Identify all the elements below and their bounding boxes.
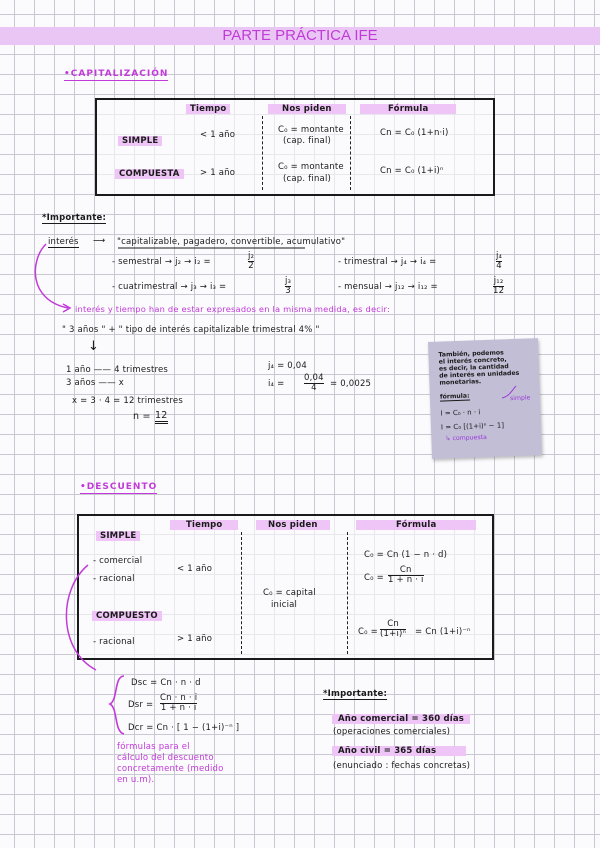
sticky-text: También, podemos: [438, 349, 504, 359]
sticky-text: de interés en unidades: [439, 369, 520, 380]
fraction: $\frac{\text{j₁₂}}{12}$: [493, 276, 505, 296]
down-arrow-icon: ↓: [88, 339, 100, 354]
formula-dsr-label: Dsr =: [128, 700, 154, 710]
cell-formula: Cn = C₀ (1+i)ⁿ: [380, 166, 444, 176]
header-tiempo: Tiempo: [186, 104, 230, 114]
line-1-anio: 1 año —— 4 trimestres: [66, 365, 169, 375]
fraction: $\frac{Cn}{\text{(1+i)ⁿ}}$: [380, 619, 407, 639]
caption-line: cálculo del descuento: [117, 753, 214, 763]
sticky-formula: I = C₀ [(1+i)ⁿ − 1]: [440, 421, 505, 432]
formula-dsc: Dsc = Cn · n · d: [131, 678, 201, 688]
sticky-text: el interés concreto,: [438, 356, 507, 366]
j4-line: j₄ = 0,04: [268, 361, 308, 371]
anio-comercial: Año comercial = 360 días: [332, 714, 470, 724]
sticky-formula: I = C₀ · n · i: [440, 408, 481, 418]
header-nos-piden: Nos piden: [268, 104, 346, 114]
fraction: $\frac{\text{j₄}}{4}$: [496, 251, 503, 271]
cell-tiempo: > 1 año: [200, 168, 236, 178]
i4-result: = 0,0025: [330, 379, 372, 389]
trimestral-line: - trimestral → j₄ → i₄ =: [338, 257, 437, 267]
mensual-line: - mensual → j₁₂ → i₁₂ =: [338, 282, 438, 292]
interes-label: interés: [48, 237, 79, 247]
anio-civil-note: (enunciado : fechas concretas): [333, 761, 471, 771]
brace-icon: [110, 676, 124, 734]
fraction: $\frac{0,04}{4}$: [304, 373, 324, 393]
row-label-compuesto: COMPUESTO: [92, 611, 162, 621]
row-label-compuesta: COMPUESTA: [115, 169, 184, 179]
cuatrimestral-line: - cuatrimestral → j₃ → i₃ =: [112, 282, 227, 292]
cell-piden-note: (cap. final): [283, 136, 332, 146]
caption-line: fórmulas para el: [117, 742, 190, 752]
cell-piden: C₀ = montante: [278, 125, 344, 135]
row-racional-compuesto: - racional: [93, 637, 135, 647]
fraction: $\frac{Cn \cdot n \cdot i}{1 + n \cdot i}$: [160, 693, 198, 713]
importante-heading-2: *Importante:: [323, 689, 388, 699]
section-descuento: •DESCUENTO: [80, 482, 158, 492]
cell-tiempo: < 1 año: [177, 564, 213, 574]
formula-racional-label: C₀ =: [364, 573, 384, 583]
formula-compuesto-label: C₀ =: [358, 627, 378, 637]
n-label: n =: [133, 411, 151, 422]
cell-piden: C₀ = montante: [278, 162, 344, 172]
line-3-anios: 3 años —— x: [66, 378, 124, 388]
header-nos-piden: Nos piden: [256, 520, 330, 530]
n-value: 12: [155, 410, 168, 424]
example-text: " 3 años " + " tipo de interés capitalizable trimestral 4% ": [62, 325, 320, 335]
cell-formula: Cn = C₀ (1+n·i): [380, 128, 449, 138]
fraction: $\frac{\text{j₂}}{2}$: [248, 251, 255, 271]
sticky-arrow: [502, 386, 516, 398]
row-comercial: - comercial: [93, 556, 143, 566]
row-racional: - racional: [93, 574, 135, 584]
caption-line: concretamente (medido: [117, 764, 224, 774]
sticky-text: es decir, la cantidad: [438, 363, 509, 373]
formula-comercial: C₀ = Cn (1 − n · d): [364, 550, 448, 560]
interes-text: "capitalizable, pagadero, convertible, acumulativo": [117, 237, 346, 247]
header-tiempo: Tiempo: [170, 520, 238, 530]
pink-arc: [66, 565, 96, 670]
row-label-simple: SIMPLE: [96, 531, 140, 541]
formula-compuesto-right: = Cn (1+i)⁻ⁿ: [415, 627, 471, 637]
formula-dcr: Dcr = Cn · [ 1 − (1+i)⁻ⁿ ]: [128, 723, 240, 733]
cell-tiempo: < 1 año: [200, 130, 236, 140]
i4-label: i₄ =: [268, 379, 285, 389]
semestral-line: - semestral → j₂ → i₂ =: [112, 257, 211, 267]
pink-arrow-curve: [35, 244, 68, 308]
row-label-simple: SIMPLE: [118, 136, 162, 146]
cell-piden-note: (cap. final): [283, 174, 332, 184]
fraction: $\frac{\text{j₃}}{3}$: [285, 276, 292, 296]
cell-tiempo: > 1 año: [177, 634, 213, 644]
cell-piden-note: inicial: [271, 600, 298, 610]
caption-line: en u.m).: [117, 775, 155, 785]
note-text: interés y tiempo han de estar expresados en la misma medida, es decir:: [75, 304, 391, 314]
line-x-calc: x = 3 · 4 = 12 trimestres: [72, 396, 183, 406]
sticky-text: monetarias.: [439, 378, 482, 387]
sticky-tag-simple: simple: [509, 394, 531, 403]
sticky-formula-label: fórmula:: [439, 392, 470, 401]
page-title: PARTE PRÁCTICA IFE: [222, 27, 378, 44]
cell-piden: C₀ = capital: [263, 588, 316, 598]
header-formula: Fórmula: [360, 104, 456, 114]
fraction: $\frac{Cn}{1 + n \cdot i}$: [388, 565, 424, 585]
anio-civil: Año civil = 365 días: [332, 746, 466, 756]
arrow-icon: ⟶: [93, 236, 106, 246]
importante-heading: *Importante:: [42, 213, 107, 223]
header-formula: Fórmula: [356, 520, 476, 530]
anio-comercial-note: (operaciones comerciales): [333, 727, 451, 737]
sticky-tag-compuesta: ↳ compuesta: [445, 433, 487, 443]
section-capitalizacion: •CAPITALIZACIÓN: [64, 69, 169, 79]
